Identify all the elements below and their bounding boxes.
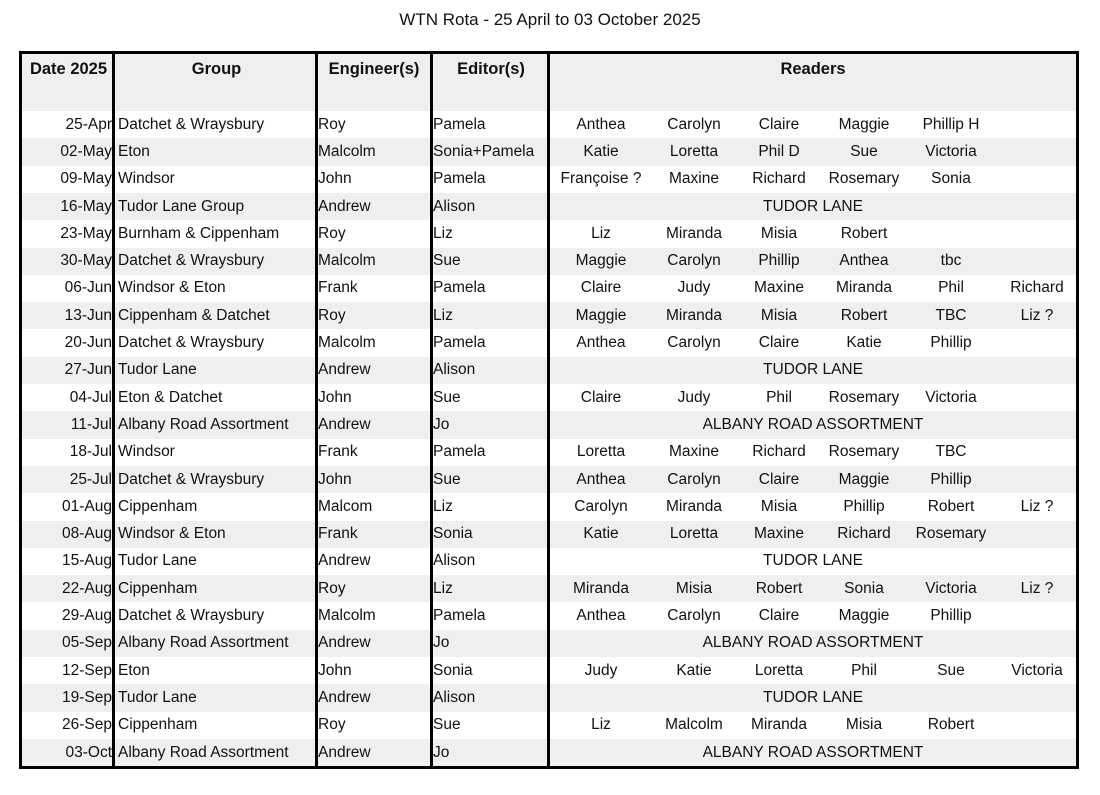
reader-cell: Maggie — [838, 470, 890, 488]
reader-cell: Loretta — [669, 525, 719, 543]
engineer-cell: Andrew — [318, 197, 371, 215]
reader-cell: Judy — [677, 279, 711, 297]
reader-cell: Phillip — [843, 497, 885, 515]
reader-cell: Miranda — [666, 497, 722, 515]
group-cell: Burnham & Cippenham — [118, 224, 280, 242]
date-cell: 09-May — [60, 170, 112, 188]
reader-cell: Katie — [583, 142, 619, 160]
date-cell: 30-May — [60, 252, 112, 270]
reader-cell: Claire — [758, 115, 800, 133]
readers-span-cell: ALBANY ROAD ASSORTMENT — [702, 415, 924, 433]
reader-cell: Misia — [760, 497, 798, 515]
date-cell: 04-Jul — [69, 388, 112, 406]
editor-cell: Jo — [433, 634, 450, 652]
reader-cell: Judy — [677, 388, 711, 406]
group-cell: Tudor Lane Group — [118, 197, 245, 215]
reader-cell: Carolyn — [667, 470, 721, 488]
group-cell: Tudor Lane — [118, 688, 197, 706]
reader-cell: Maxine — [669, 170, 719, 188]
reader-cell: Anthea — [576, 115, 626, 133]
readers-span-cell: ALBANY ROAD ASSORTMENT — [702, 743, 924, 761]
engineer-cell: Andrew — [318, 634, 371, 652]
reader-cell: Maxine — [754, 279, 804, 297]
group-cell: Albany Road Assortment — [118, 634, 289, 652]
reader-cell: Sue — [937, 661, 965, 679]
reader-cell: Miranda — [666, 306, 722, 324]
date-cell: 29-Aug — [62, 607, 112, 625]
reader-cell: Phillip — [930, 334, 972, 352]
reader-cell: Maggie — [838, 115, 890, 133]
group-cell: Cippenham — [118, 497, 198, 515]
reader-cell: Robert — [927, 497, 975, 515]
reader-cell: Sonia — [931, 170, 971, 188]
column-divider — [547, 54, 550, 766]
reader-cell: Judy — [584, 661, 618, 679]
reader-cell: Misia — [760, 224, 798, 242]
reader-cell: Phil — [938, 279, 964, 297]
engineer-cell: Frank — [318, 525, 358, 543]
reader-cell: Phillip — [930, 607, 972, 625]
engineer-cell: John — [318, 388, 352, 406]
date-cell: 06-Jun — [64, 279, 112, 297]
editor-cell: Alison — [433, 197, 476, 215]
group-cell: Eton — [118, 142, 150, 160]
engineer-cell: Andrew — [318, 361, 371, 379]
readers-span-cell: TUDOR LANE — [763, 361, 863, 379]
reader-cell: Katie — [676, 661, 712, 679]
reader-cell: Phil D — [758, 142, 800, 160]
reader-cell: Anthea — [576, 470, 626, 488]
group-cell: Albany Road Assortment — [118, 415, 289, 433]
editor-cell: Sue — [433, 716, 461, 734]
reader-cell: Phil — [851, 661, 877, 679]
engineer-cell: Roy — [318, 224, 346, 242]
reader-cell: Liz — [591, 716, 611, 734]
editor-cell: Liz — [433, 497, 453, 515]
editor-cell: Sue — [433, 470, 461, 488]
reader-cell: Anthea — [839, 252, 889, 270]
reader-cell: Rosemary — [915, 525, 987, 543]
engineer-cell: Andrew — [318, 688, 371, 706]
editor-cell: Pamela — [433, 607, 486, 625]
reader-cell: Carolyn — [667, 607, 721, 625]
engineer-cell: John — [318, 470, 352, 488]
reader-cell: Katie — [583, 525, 619, 543]
reader-cell: Phillip H — [922, 115, 980, 133]
reader-cell: Maggie — [575, 252, 627, 270]
editor-cell: Jo — [433, 743, 450, 761]
date-cell: 12-Sep — [62, 661, 112, 679]
date-cell: 20-Jun — [64, 334, 112, 352]
reader-cell: Claire — [580, 388, 622, 406]
reader-cell: Rosemary — [828, 388, 900, 406]
engineer-cell: Malcolm — [318, 142, 376, 160]
reader-cell: Misia — [760, 306, 798, 324]
editor-cell: Alison — [433, 361, 476, 379]
date-cell: 26-Sep — [62, 716, 112, 734]
reader-cell: Malcolm — [665, 716, 723, 734]
reader-cell: Liz ? — [1020, 497, 1054, 515]
editor-cell: Pamela — [433, 279, 486, 297]
editor-cell: Sonia+Pamela — [433, 142, 535, 160]
date-cell: 03-Oct — [65, 743, 112, 761]
engineer-cell: Malcolm — [318, 252, 376, 270]
editor-cell: Alison — [433, 688, 476, 706]
engineer-cell: Roy — [318, 306, 346, 324]
reader-cell: tbc — [940, 252, 962, 270]
group-cell: Albany Road Assortment — [118, 743, 289, 761]
editor-cell: Sonia — [433, 525, 473, 543]
date-cell: 25-Jul — [69, 470, 112, 488]
date-cell: 05-Sep — [62, 634, 112, 652]
group-cell: Datchet & Wraysbury — [118, 607, 265, 625]
reader-cell: Miranda — [666, 224, 722, 242]
engineer-cell: Malcolm — [318, 334, 376, 352]
editor-cell: Sue — [433, 252, 461, 270]
date-cell: 15-Aug — [62, 552, 112, 570]
engineer-cell: John — [318, 661, 352, 679]
reader-cell: Liz — [591, 224, 611, 242]
reader-cell: Robert — [755, 579, 803, 597]
engineer-cell: John — [318, 170, 352, 188]
reader-cell: Victoria — [925, 579, 977, 597]
header-date: Date 2025 — [29, 60, 108, 78]
reader-cell: Victoria — [925, 142, 977, 160]
reader-cell: Richard — [837, 525, 891, 543]
engineer-cell: Roy — [318, 579, 346, 597]
reader-cell: Richard — [1010, 279, 1064, 297]
reader-cell: Claire — [580, 279, 622, 297]
group-cell: Datchet & Wraysbury — [118, 470, 265, 488]
reader-cell: Phil — [766, 388, 792, 406]
reader-cell: Maxine — [754, 525, 804, 543]
date-cell: 02-May — [60, 142, 112, 160]
reader-cell: Phillip — [758, 252, 800, 270]
group-cell: Cippenham — [118, 716, 198, 734]
editor-cell: Jo — [433, 415, 450, 433]
group-cell: Datchet & Wraysbury — [118, 252, 265, 270]
group-cell: Windsor — [118, 170, 175, 188]
reader-cell: Françoise ? — [560, 170, 642, 188]
engineer-cell: Andrew — [318, 552, 371, 570]
header-group: Group — [191, 60, 242, 78]
date-cell: 13-Jun — [64, 306, 112, 324]
reader-cell: Claire — [758, 607, 800, 625]
readers-span-cell: ALBANY ROAD ASSORTMENT — [702, 634, 924, 652]
readers-span-cell: TUDOR LANE — [763, 688, 863, 706]
group-cell: Windsor — [118, 443, 175, 461]
editor-cell: Pamela — [433, 170, 486, 188]
reader-cell: Sonia — [844, 579, 884, 597]
engineer-cell: Frank — [318, 279, 358, 297]
reader-cell: Misia — [845, 716, 883, 734]
reader-cell: Robert — [927, 716, 975, 734]
group-cell: Eton — [118, 661, 150, 679]
rota-table — [19, 51, 1079, 769]
group-cell: Eton & Datchet — [118, 388, 223, 406]
reader-cell: Robert — [840, 224, 888, 242]
readers-span-cell: TUDOR LANE — [763, 197, 863, 215]
reader-cell: Richard — [752, 170, 806, 188]
group-cell: Tudor Lane — [118, 361, 197, 379]
editor-cell: Liz — [433, 306, 453, 324]
reader-cell: Liz ? — [1020, 579, 1054, 597]
header-editor: Editor(s) — [457, 60, 525, 78]
group-cell: Cippenham — [118, 579, 198, 597]
reader-cell: TBC — [935, 306, 967, 324]
reader-cell: Sue — [850, 142, 878, 160]
group-cell: Windsor & Eton — [118, 525, 226, 543]
date-cell: 11-Jul — [70, 415, 112, 433]
reader-cell: Carolyn — [667, 115, 721, 133]
group-cell: Tudor Lane — [118, 552, 197, 570]
reader-cell: Maggie — [575, 306, 627, 324]
date-cell: 16-May — [60, 197, 112, 215]
group-cell: Datchet & Wraysbury — [118, 334, 265, 352]
date-cell: 25-Apr — [65, 115, 112, 133]
group-cell: Cippenham & Datchet — [118, 306, 270, 324]
group-cell: Datchet & Wraysbury — [118, 115, 265, 133]
engineer-cell: Andrew — [318, 743, 371, 761]
engineer-cell: Roy — [318, 716, 346, 734]
reader-cell: Richard — [752, 443, 806, 461]
editor-cell: Pamela — [433, 443, 486, 461]
column-divider — [315, 54, 318, 766]
editor-cell: Alison — [433, 552, 476, 570]
editor-cell: Liz — [433, 224, 453, 242]
reader-cell: Loretta — [576, 443, 626, 461]
date-cell: 19-Sep — [62, 688, 112, 706]
reader-cell: Misia — [675, 579, 713, 597]
page-title: WTN Rota - 25 April to 03 October 2025 — [399, 10, 701, 29]
reader-cell: Miranda — [573, 579, 629, 597]
editor-cell: Pamela — [433, 115, 486, 133]
readers-span-cell: TUDOR LANE — [763, 552, 863, 570]
group-cell: Windsor & Eton — [118, 279, 226, 297]
reader-cell: Loretta — [754, 661, 804, 679]
engineer-cell: Malcolm — [318, 607, 376, 625]
reader-cell: Carolyn — [574, 497, 628, 515]
reader-cell: Claire — [758, 470, 800, 488]
reader-cell: Miranda — [836, 279, 892, 297]
reader-cell: Anthea — [576, 334, 626, 352]
reader-cell: Anthea — [576, 607, 626, 625]
reader-cell: Liz ? — [1020, 306, 1054, 324]
reader-cell: Carolyn — [667, 334, 721, 352]
date-cell: 23-May — [60, 224, 112, 242]
reader-cell: Rosemary — [828, 170, 900, 188]
date-cell: 18-Jul — [69, 443, 112, 461]
header-engineer: Engineer(s) — [328, 60, 420, 78]
reader-cell: Carolyn — [667, 252, 721, 270]
reader-cell: Claire — [758, 334, 800, 352]
header-readers: Readers — [780, 60, 846, 78]
editor-cell: Liz — [433, 579, 453, 597]
engineer-cell: Malcom — [318, 497, 373, 515]
reader-cell: Phillip — [930, 470, 972, 488]
reader-cell: TBC — [935, 443, 967, 461]
engineer-cell: Roy — [318, 115, 346, 133]
reader-cell: Maggie — [838, 607, 890, 625]
engineer-cell: Frank — [318, 443, 358, 461]
editor-cell: Sue — [433, 388, 461, 406]
column-divider — [430, 54, 433, 766]
engineer-cell: Andrew — [318, 415, 371, 433]
reader-cell: Miranda — [751, 716, 807, 734]
date-cell: 01-Aug — [62, 497, 112, 515]
column-divider — [112, 54, 115, 766]
reader-cell: Rosemary — [828, 443, 900, 461]
reader-cell: Robert — [840, 306, 888, 324]
editor-cell: Sonia — [433, 661, 473, 679]
reader-cell: Victoria — [1011, 661, 1063, 679]
reader-cell: Loretta — [669, 142, 719, 160]
date-cell: 27-Jun — [64, 361, 112, 379]
date-cell: 08-Aug — [62, 525, 112, 543]
reader-cell: Maxine — [669, 443, 719, 461]
reader-cell: Victoria — [925, 388, 977, 406]
date-cell: 22-Aug — [62, 579, 112, 597]
editor-cell: Pamela — [433, 334, 486, 352]
reader-cell: Katie — [846, 334, 882, 352]
